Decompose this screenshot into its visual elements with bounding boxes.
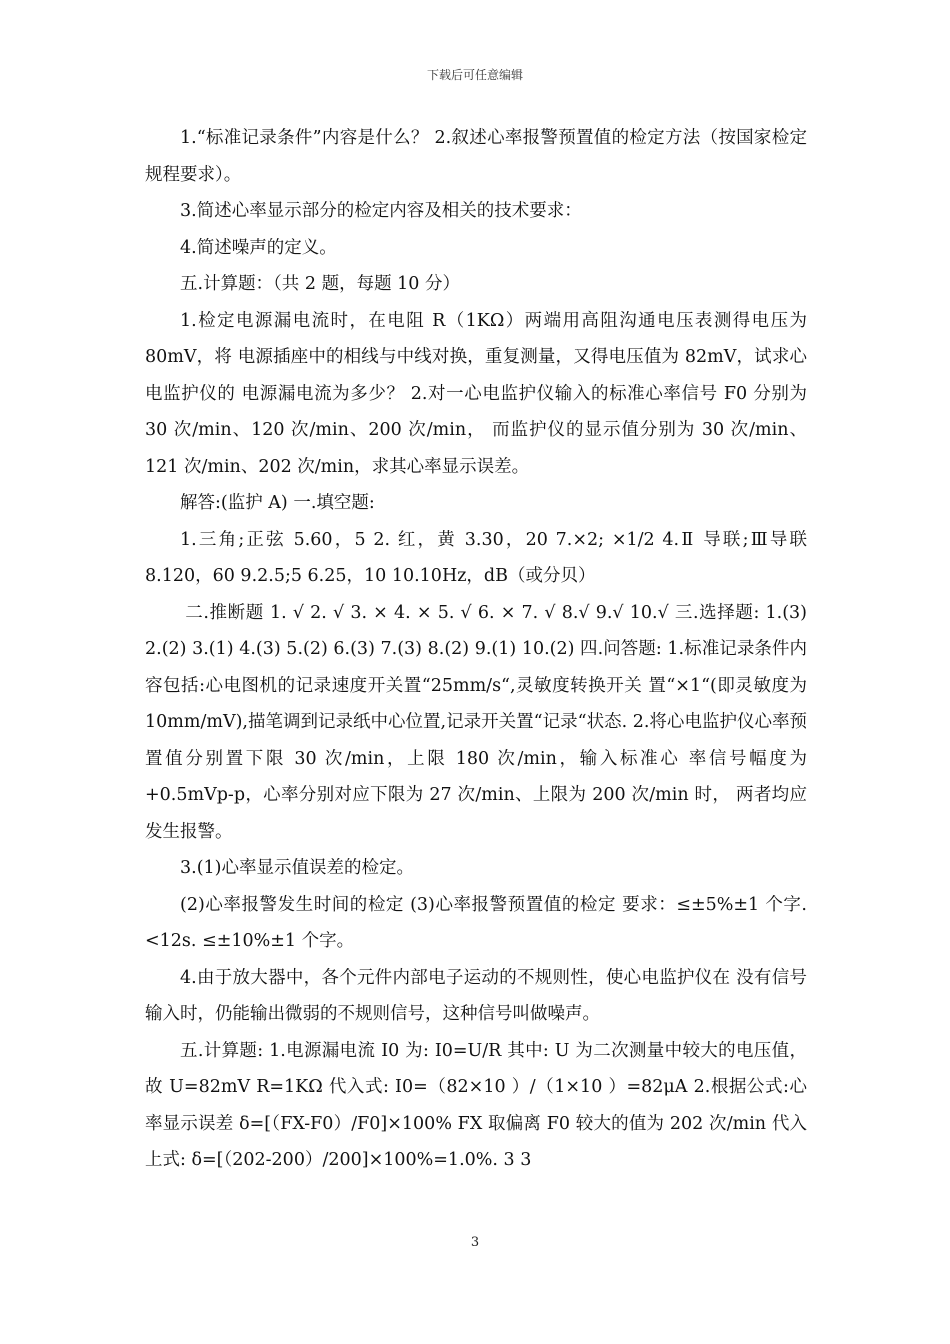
answer-4-noise-definition: 4.由于放大器中，各个元件内部电子运动的不规则性，使心电监护仪在 没有信号输入时，仍能输出微弱的不规则信号，这种信号叫做噪声。 xyxy=(145,967,807,1024)
calculation-questions: 1.检定电源漏电流时，在电阻 R（1KΩ）两端用高阻沟通电压表测得电压为 80mV，将 电源插座中的相线与中线对换，重复测量，又得电压值为 82mV，试求心电监护仪的 电源漏电流为多少？ 2.对一心电监护仪输入的标准心率信号 F0 分别为 30 次/min、120 次/min、200 次/min， 而监护仪的显示值分别为 30 次/min、121 次/min、202 次/min，求其心率显示误差。 xyxy=(145,310,807,477)
page-header: 下载后可任意编辑 xyxy=(426,68,523,82)
document-body xyxy=(145,120,807,1179)
question-paragraph-4: 4.简述噪声的定义。 xyxy=(180,237,337,258)
answers-heading: 解答:(监护 A) 一.填空题: xyxy=(180,493,375,513)
section-heading-calculation: 五.计算题：（共 2 题，每题 10 分） xyxy=(180,274,460,294)
answer-3-part-1: 3.(1)心率显示值误差的检定。 xyxy=(180,858,414,878)
question-paragraph-1: 1.“标准记录条件”内容是什么？ 2.叙述心率报警预置值的检定方法（按国家检定规程要求）。 xyxy=(145,128,807,185)
answer-3-part-2: (2)心率报警发生时间的检定 (3)心率报警预置值的检定 要求：≤±5%±1 个字. <12s. ≤±10%±1 个字。 xyxy=(145,894,807,951)
page-number: 3 xyxy=(470,1235,480,1250)
judgment-choice-qa-answers: 二.推断题 1. √ 2. √ 3. × 4. × 5. √ 6. × 7. √ 8.√ 9.√ 10.√ 三.选择题: 1.(3) 2.(2) 3.(1) 4.(3) 5.(2) 6.(3) 7.(3) 8.(2) 9.(1) 10.(2) 四.问答题: 1.标准记录条件内容包括:心电图机的记录速度开关置“25mm/s“,灵敏度转换开关 置“×1“(即灵敏度为 10mm/mV),描笔调到记录纸中心位置,记录开关置“记录“状态. 2.将心电监护仪心率预置值分别置下限 30 次/min，上限 180 次/min，输入标准心 率信号幅度为+0.5mVp-p，心率分别对应下限为 27 次/min、上限为 200 次/min 时， 两者均应发生报警。 xyxy=(145,602,807,842)
fill-in-answers: 1.三角;正弦 5.60，5 2. 红，黄 3.30，20 7.×2; ×1/2 4.Ⅱ 导联;Ⅲ导联 8.120，60 9.2.5;5 6.25，10 10.10Hz，dB（或分贝） xyxy=(145,529,807,586)
question-paragraph-3: 3.简述心率显示部分的检定内容及相关的技术要求： xyxy=(180,201,582,221)
calculation-answers: 五.计算题: 1.电源漏电流 I0 为: I0=U/R 其中: U 为二次测量中较大的电压值，故 U=82mV R=1KΩ 代入式: I0=（82×10 ）/（1×10 ）=82μA 2.根据公式:心率显示误差 δ=[（FX-F0）/F0]×100% FX 取偏离 F0 较大的值为 202 次/min 代入上式: δ=[（202-200）/200]×100%=1.0%. 3 3 xyxy=(145,1040,807,1170)
